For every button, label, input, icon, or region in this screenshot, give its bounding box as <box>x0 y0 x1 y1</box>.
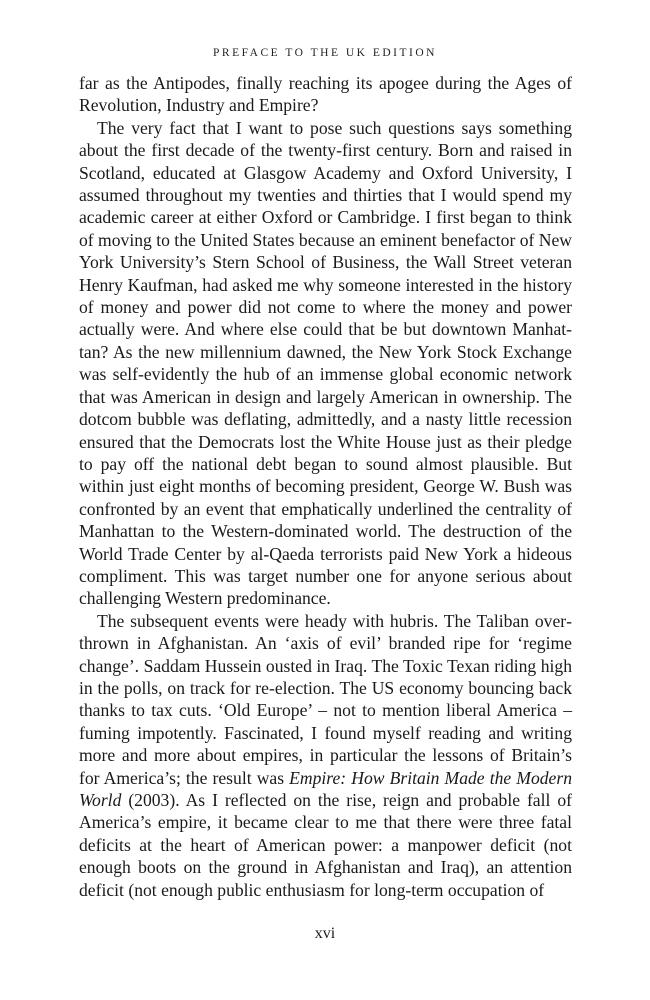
paragraph-new-york: The very fact that I want to pose such questions says something about the first decade of the twenty-first century. Born and raised in Scotland, educated at Glasgow Academy and Oxford University, I assumed throughout my twenties and thirties that I would spend my academic career at either Oxford or Cambridge. I first began to think of moving to the United States because an eminent benefactor of New York University’s Stern School of Business, the Wall Street veteran Henry Kaufman, had asked me why someone interested in the history of money and power did not come to where the money and power actually were. And where else could that be but downtown Manhattan? As the new millennium dawned, the New York Stock Exchange was self-evidently the hub of an immense global economic network that was American in design and largely American in ownership. The dotcom bubble was deflating, admittedly, and a nasty little recession ensured that the Democrats lost the White House just as their pledge to pay off the national debt began to sound almost plausible. But within just eight months of becoming president, George W. Bush was confronted by an event that emphatically underlined the centrality of Manhattan to the Western-dominated world. The destruction of the World Trade Center by al-Qaeda terrorists paid New York a hideous compliment. This was target number one for anyone serious about challenging Western predominance. <box>79 117 572 609</box>
page-number: xvi <box>314 925 336 942</box>
body-text <box>79 72 572 901</box>
paragraph-hubris-text-start: The subsequent events were heady with hubris. The Taliban overthrown in Afghanistan. An ‘axis of evil’ branded ripe for ‘regime change’. Saddam Hussein ousted in Iraq. The Toxic Texan riding high in the polls, on track for re-election. The US economy bouncing back thanks to tax cuts. ‘Old Europe’ – not to mention liberal America – fuming impotently. Fascinated, I found myself reading and writing more and more about empires, in particular the lessons of Britain’s for America’s; the result was <box>79 610 572 788</box>
paragraph-hubris-text-end: (2003). As I reflected on the rise, reign and probable fall of America’s empire, it became clear to me that there were three fatal deficits at the heart of American power: a manpower deficit (not enough boots on the ground in Afghanistan and Iraq), an attention deficit (not enough public enthusiasm for long-term occupation of <box>79 790 572 900</box>
running-head: PREFACE TO THE UK EDITION <box>213 47 437 59</box>
paragraph-hubris <box>79 610 572 901</box>
book-title-empire: Empire: How Britain Made the Modern World <box>79 767 572 810</box>
paragraph-continuation: far as the Antipodes, finally reaching its apogee during the Ages of Revolution, Industry and Empire? <box>79 73 572 116</box>
